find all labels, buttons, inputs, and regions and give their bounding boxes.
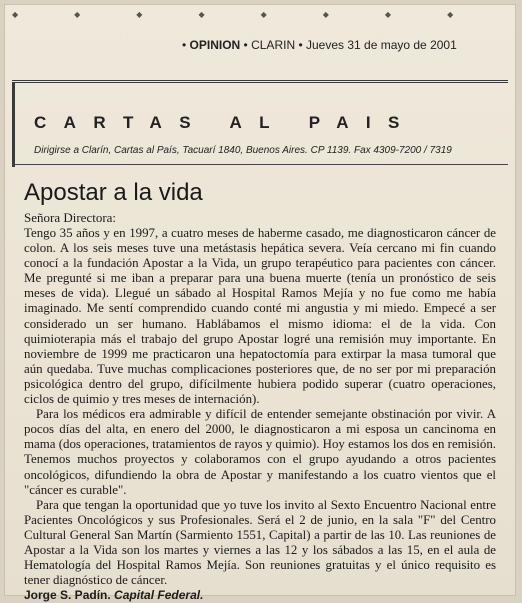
letter-paragraph: Tengo 35 años y en 1997, a cuatro meses de haberme casado, me diagnosticaron cáncer de colon. A los seis meses tuve una metástasis hepática severa. Veía cercano mi fin cuando conocí a la fundación Apostar a la Vida, un grupo terapéutico para pacientes con cáncer. Me pregunté si me iban a preparar para una buena muerte (tenía un pronóstico de seis meses de vida). Llegué un sábado al Hospital Ramos Mejía y no fue como me había imaginado. Me sentí comprendido cuando conté mi angustia y mi miedo. Empecé a ser considerado un ser humano. Hablábamos el mismo idioma: el de la vida. Con quimioterapia más el trabajo del grupo Apostar logré una remisión muy importante. En noviembre de 1999 me practicaron una hepatoctomía para extirpar la masa tumoral que aún quedaba. Tuve muchas complicaciones posteriores que, de no ser por mi preparación psicológica dentro del grupo, difícilmente hubiera podido superar (cuatro operaciones, ciclos de quimio y tres meses de internación). (24, 226, 496, 407)
header-left-bar (12, 83, 15, 167)
page-folio: • OPINION • CLARIN • Jueves 31 de mayo de 2001 (182, 38, 457, 52)
header-divider (12, 164, 508, 165)
cartas-title: CARTAS AL PAIS (34, 113, 417, 132)
folio-date: Jueves 31 de mayo de 2001 (305, 38, 457, 52)
letter-signature (24, 588, 496, 603)
signature-name: Jorge S. Padín. (24, 588, 111, 603)
letter-headline: Apostar a la vida (24, 179, 203, 206)
letter-salutation: Señora Directora: (24, 210, 117, 225)
newspaper-clipping (4, 4, 516, 603)
perforation-marks: ◆◆◆◆◆◆◆◆ (12, 10, 510, 19)
cartas-address: Dirigirse a Clarín, Cartas al País, Tacuarí 1840, Buenos Aires. CP 1139. Fax 4309-7200 / 7319 (34, 145, 452, 156)
folio-section: OPINION (189, 38, 241, 52)
letter-body (24, 226, 496, 603)
letter-paragraph: Para que tengan la oportunidad que yo tuve los invito al Sexto Encuentro Nacional entre Pacientes Oncológicos y sus Profesionales. Será el 2 de junio, en la sala "F" del Centro Cultural General San Martín (Sarmiento 1551, Capital) a partir de las 10. Las reuniones de Apostar a la Vida son los martes y viernes a las 12 y los sábados a las 15, en el aula de Hematología del Hospital Ramos Mejía. Son reuniones gratuitas y el único requisito es tener diagnóstico de cáncer. (24, 497, 496, 588)
signature-city: Capital Federal. (114, 588, 204, 603)
cartas-header-box (12, 80, 508, 167)
letter-paragraph: Para los médicos era admirable y difícil de entender semejante obstinación por vivir. A pocos días del alta, en enero del 2000, le diagnosticaron a mi esposa un cancinoma en mama (dos operaciones, tratamientos de rayos y quimio). Hoy estamos los dos en remisión. Tenemos muchos proyectos y colaboramos con el grupo ayudando a otros pacientes oncológicos, difundiendo la obra de Apostar y manifestando a los cuatro vientos que el "cáncer es curable". (24, 407, 496, 497)
folio-paper: CLARIN (251, 38, 296, 52)
